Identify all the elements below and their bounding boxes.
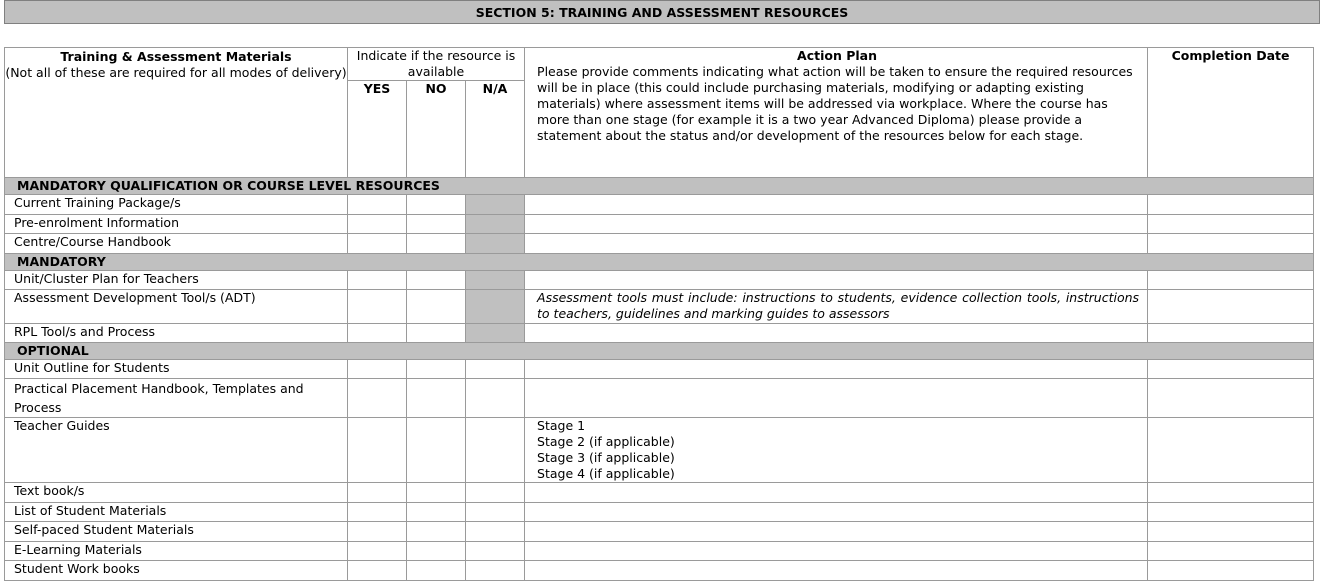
materials-title: Training & Assessment Materials	[60, 49, 292, 64]
action-cell[interactable]	[525, 542, 1148, 561]
resource-label: RPL Tool/s and Process	[5, 324, 348, 343]
section-band-label: MANDATORY	[5, 254, 1314, 271]
date-cell[interactable]	[1148, 195, 1314, 215]
no-cell[interactable]	[407, 379, 466, 418]
yes-cell[interactable]	[348, 215, 407, 234]
action-cell[interactable]	[525, 503, 1148, 522]
no-cell[interactable]	[407, 418, 466, 483]
no-cell[interactable]	[407, 360, 466, 379]
na-cell[interactable]	[466, 379, 525, 418]
na-cell[interactable]	[466, 483, 525, 503]
table-row	[5, 215, 1314, 234]
action-cell[interactable]	[525, 271, 1148, 290]
yes-cell[interactable]	[348, 360, 407, 379]
yes-cell[interactable]	[348, 290, 407, 324]
date-cell[interactable]	[1148, 360, 1314, 379]
materials-header	[5, 48, 348, 178]
resource-label: Current Training Package/s	[5, 195, 348, 215]
no-cell[interactable]	[407, 195, 466, 215]
yes-cell[interactable]	[348, 324, 407, 343]
completion-date-header: Completion Date	[1148, 48, 1314, 178]
table-row	[5, 483, 1314, 503]
date-cell[interactable]	[1148, 522, 1314, 542]
date-cell[interactable]	[1148, 324, 1314, 343]
na-header: N/A	[466, 81, 525, 178]
date-cell[interactable]	[1148, 503, 1314, 522]
action-plan-header	[525, 48, 1148, 178]
date-cell[interactable]	[1148, 483, 1314, 503]
na-cell	[466, 215, 525, 234]
no-cell[interactable]	[407, 324, 466, 343]
yes-cell[interactable]	[348, 542, 407, 561]
table-row	[5, 542, 1314, 561]
action-cell[interactable]	[525, 324, 1148, 343]
stage-item: Stage 3 (if applicable)	[537, 450, 675, 465]
table-row	[5, 503, 1314, 522]
na-cell[interactable]	[466, 503, 525, 522]
action-cell[interactable]	[525, 215, 1148, 234]
na-cell	[466, 234, 525, 254]
table-row	[5, 418, 1314, 483]
action-cell[interactable]	[525, 483, 1148, 503]
section-band	[5, 178, 1314, 195]
table-row	[5, 195, 1314, 215]
na-cell[interactable]	[466, 418, 525, 483]
materials-note: (Not all of these are required for all modes of delivery)	[5, 65, 347, 80]
table-row	[5, 360, 1314, 379]
indicate-header: Indicate if the resource is available	[348, 48, 525, 81]
yes-cell[interactable]	[348, 379, 407, 418]
adt-note: Assessment tools must include: instructions to students, evidence collection tools, instructions to teachers, guidelines and marking guides to assessors	[525, 290, 1148, 324]
yes-cell[interactable]	[348, 418, 407, 483]
resource-label: Centre/Course Handbook	[5, 234, 348, 254]
yes-cell[interactable]	[348, 483, 407, 503]
date-cell[interactable]	[1148, 290, 1314, 324]
na-cell[interactable]	[466, 360, 525, 379]
resource-label: Unit Outline for Students	[5, 360, 348, 379]
resource-label: Text book/s	[5, 483, 348, 503]
date-cell[interactable]	[1148, 271, 1314, 290]
resources-table	[4, 47, 1314, 581]
table-row	[5, 561, 1314, 581]
no-cell[interactable]	[407, 522, 466, 542]
na-cell[interactable]	[466, 522, 525, 542]
no-cell[interactable]	[407, 542, 466, 561]
date-cell[interactable]	[1148, 561, 1314, 581]
table-row	[5, 234, 1314, 254]
na-cell	[466, 271, 525, 290]
action-cell[interactable]	[525, 195, 1148, 215]
date-cell[interactable]	[1148, 234, 1314, 254]
resource-label: Pre-enrolment Information	[5, 215, 348, 234]
table-row	[5, 379, 1314, 418]
resource-label: Unit/Cluster Plan for Teachers	[5, 271, 348, 290]
section-band	[5, 254, 1314, 271]
table-row	[5, 324, 1314, 343]
section-band-label: MANDATORY QUALIFICATION OR COURSE LEVEL RESOURCES	[5, 178, 1314, 195]
date-cell[interactable]	[1148, 418, 1314, 483]
yes-cell[interactable]	[348, 561, 407, 581]
teacher-guide-stages	[525, 418, 1148, 483]
no-cell[interactable]	[407, 215, 466, 234]
na-cell[interactable]	[466, 542, 525, 561]
resource-label: Assessment Development Tool/s (ADT)	[5, 290, 348, 324]
resource-label: Practical Placement Handbook, Templates and Process	[5, 379, 348, 418]
section-title: SECTION 5: TRAINING AND ASSESSMENT RESOURCES	[4, 0, 1320, 24]
yes-cell[interactable]	[348, 271, 407, 290]
na-cell[interactable]	[466, 561, 525, 581]
no-cell[interactable]	[407, 271, 466, 290]
section-band	[5, 343, 1314, 360]
date-cell[interactable]	[1148, 215, 1314, 234]
no-header: NO	[407, 81, 466, 178]
na-cell	[466, 290, 525, 324]
action-cell[interactable]	[525, 234, 1148, 254]
table-row	[5, 522, 1314, 542]
stage-item: Stage 1	[537, 418, 586, 433]
action-plan-text: Please provide comments indicating what action will be taken to ensure the required resources will be in place (this could include purchasing materials, modifying or adapting existing materials) where assessment items will be addressed via workplace. Where the course has more than one stage (for example it is a two year Advanced Diploma) please provide a statement about the status and/or development of the resources below for each stage.	[537, 64, 1133, 143]
resource-label: Self-paced Student Materials	[5, 522, 348, 542]
action-cell[interactable]	[525, 379, 1148, 418]
resource-label: Student Work books	[5, 561, 348, 581]
section-band-label: OPTIONAL	[5, 343, 1314, 360]
table-row	[5, 290, 1314, 324]
action-cell[interactable]	[525, 522, 1148, 542]
date-cell[interactable]	[1148, 542, 1314, 561]
no-cell[interactable]	[407, 483, 466, 503]
yes-cell[interactable]	[348, 234, 407, 254]
yes-header: YES	[348, 81, 407, 178]
yes-cell[interactable]	[348, 522, 407, 542]
yes-cell[interactable]	[348, 195, 407, 215]
no-cell[interactable]	[407, 503, 466, 522]
stage-item: Stage 2 (if applicable)	[537, 434, 675, 449]
action-cell[interactable]	[525, 360, 1148, 379]
resource-label: List of Student Materials	[5, 503, 348, 522]
stage-item: Stage 4 (if applicable)	[537, 466, 675, 481]
no-cell[interactable]	[407, 561, 466, 581]
no-cell[interactable]	[407, 290, 466, 324]
action-plan-title: Action Plan	[797, 48, 878, 63]
date-cell[interactable]	[1148, 379, 1314, 418]
no-cell[interactable]	[407, 234, 466, 254]
na-cell	[466, 195, 525, 215]
na-cell	[466, 324, 525, 343]
resource-label: Teacher Guides	[5, 418, 348, 483]
table-row	[5, 271, 1314, 290]
resource-label: E-Learning Materials	[5, 542, 348, 561]
action-cell[interactable]	[525, 561, 1148, 581]
header-row	[5, 48, 1314, 81]
yes-cell[interactable]	[348, 503, 407, 522]
